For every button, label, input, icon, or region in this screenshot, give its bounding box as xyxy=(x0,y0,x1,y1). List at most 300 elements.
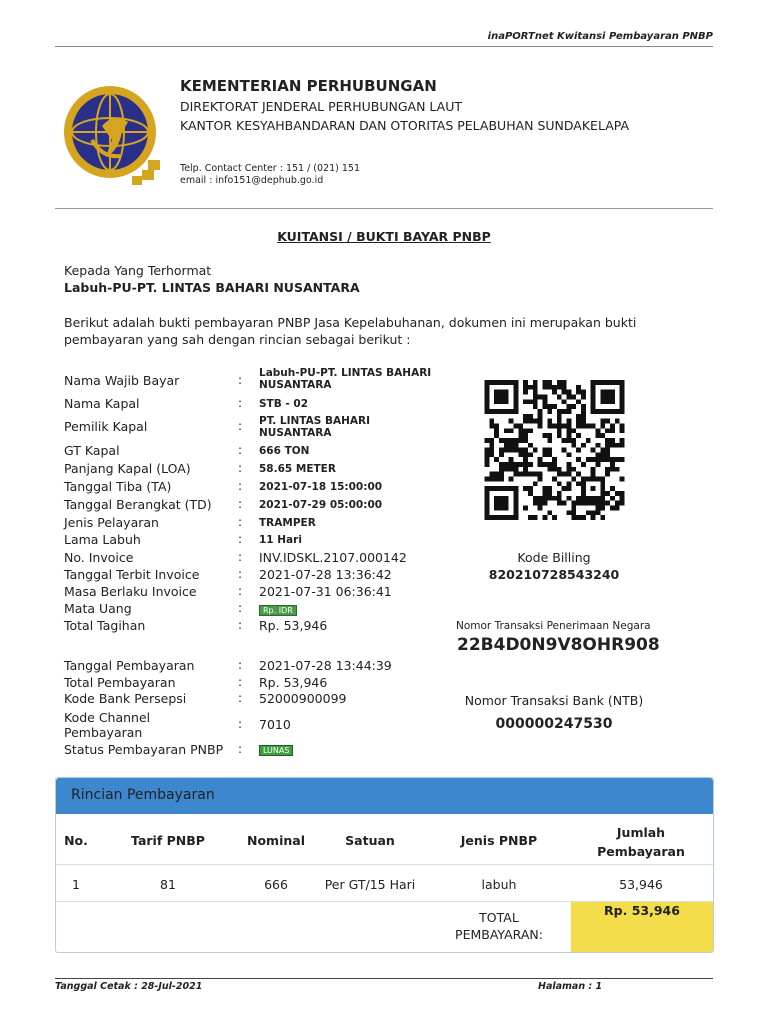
qr-module xyxy=(533,496,538,501)
qr-module xyxy=(494,472,499,477)
qr-module xyxy=(504,443,509,448)
qr-module xyxy=(494,477,499,482)
footer-divider xyxy=(55,978,713,979)
qr-module xyxy=(581,477,586,482)
qr-module xyxy=(591,409,596,414)
qr-module xyxy=(547,385,552,390)
qr-module xyxy=(513,385,518,390)
field-label-total-pembayaran: Total Pembayaran xyxy=(64,675,176,690)
qr-module xyxy=(499,472,504,477)
qr-module xyxy=(567,409,572,414)
qr-module xyxy=(581,419,586,424)
qr-module xyxy=(562,380,567,385)
field-colon: : xyxy=(238,497,243,511)
field-label-tanggal-terbit: Tanggal Terbit Invoice xyxy=(64,567,200,582)
qr-module xyxy=(576,399,581,404)
qr-module xyxy=(591,380,596,385)
qr-module xyxy=(509,409,514,414)
qr-module xyxy=(538,472,543,477)
qr-module xyxy=(494,394,499,399)
field-value-jenis-pelayaran: TRAMPER xyxy=(259,517,316,529)
qr-module xyxy=(494,506,499,511)
qr-module xyxy=(547,380,552,385)
qr-module xyxy=(552,390,557,395)
qr-module xyxy=(586,510,591,515)
qr-module xyxy=(489,486,494,491)
qr-module xyxy=(605,457,610,462)
qr-code xyxy=(482,380,627,520)
qr-module xyxy=(499,486,504,491)
qr-module xyxy=(567,472,572,477)
qr-module xyxy=(513,448,518,453)
qr-module xyxy=(615,506,620,511)
field-value-masa-berlaku: 2021-07-31 06:36:41 xyxy=(259,584,392,599)
field-value-panjang-kapal: 58.65 METER xyxy=(259,463,336,475)
document-title: KUITANSI / BUKTI BAYAR PNBP xyxy=(277,229,491,244)
col-header-jenis: Jenis PNBP xyxy=(460,833,538,848)
header-divider xyxy=(55,46,713,47)
qr-module xyxy=(620,423,625,428)
qr-module xyxy=(547,404,552,409)
qr-module xyxy=(513,380,518,385)
office-name: KANTOR KESYAHBANDARAN DAN OTORITAS PELABUHAN SUNDAKELAPA xyxy=(180,118,630,133)
qr-module xyxy=(513,409,518,414)
field-value-tanggal-berangkat: 2021-07-29 05:00:00 xyxy=(259,499,383,511)
qr-module xyxy=(552,385,557,390)
qr-module xyxy=(552,404,557,409)
contact-info xyxy=(180,163,360,187)
qr-module xyxy=(489,448,494,453)
qr-module xyxy=(485,390,490,395)
qr-module xyxy=(605,452,610,457)
qr-module xyxy=(538,506,543,511)
qr-module xyxy=(542,452,547,457)
qr-module xyxy=(552,515,557,520)
qr-module xyxy=(489,380,494,385)
qr-module xyxy=(494,399,499,404)
rincian-panel-header xyxy=(56,778,713,814)
qr-module xyxy=(567,438,572,443)
qr-module xyxy=(547,409,552,414)
qr-module xyxy=(504,394,509,399)
qr-module xyxy=(600,433,605,438)
field-colon: : xyxy=(238,373,243,387)
field-colon: : xyxy=(238,550,243,564)
qr-module xyxy=(552,467,557,472)
qr-module xyxy=(542,515,547,520)
qr-module xyxy=(504,501,509,506)
qr-module xyxy=(620,477,625,482)
qr-module xyxy=(523,399,528,404)
qr-module xyxy=(528,443,533,448)
qr-module xyxy=(523,452,528,457)
qr-module xyxy=(489,477,494,482)
qr-module xyxy=(596,496,601,501)
field-label-tanggal-tiba: Tanggal Tiba (TA) xyxy=(64,479,172,494)
qr-module xyxy=(518,448,523,453)
qr-module xyxy=(557,491,562,496)
qr-module xyxy=(576,457,581,462)
qr-module xyxy=(489,443,494,448)
qr-module xyxy=(485,491,490,496)
contact-email: email : info151@dephub.go.id xyxy=(180,175,324,186)
qr-module xyxy=(557,472,562,477)
qr-module xyxy=(610,457,615,462)
qr-module xyxy=(494,457,499,462)
qr-module xyxy=(581,515,586,520)
qr-module xyxy=(504,506,509,511)
ministry-name: KEMENTERIAN PERHUBUNGAN xyxy=(180,77,437,95)
qr-module xyxy=(571,443,576,448)
qr-module xyxy=(605,472,610,477)
qr-module xyxy=(600,486,605,491)
qr-module xyxy=(581,481,586,486)
qr-module xyxy=(552,477,557,482)
qr-module xyxy=(581,409,586,414)
qr-module xyxy=(504,399,509,404)
qr-module xyxy=(489,452,494,457)
qr-module xyxy=(542,448,547,453)
qr-module xyxy=(605,501,610,506)
qr-module xyxy=(528,462,533,467)
qr-module xyxy=(509,515,514,520)
qr-module xyxy=(489,423,494,428)
qr-module xyxy=(523,433,528,438)
qr-module xyxy=(547,496,552,501)
contact-phone: Telp. Contact Center : 151 / (021) 151 xyxy=(180,163,361,174)
qr-module xyxy=(591,390,596,395)
qr-module xyxy=(562,399,567,404)
qr-module xyxy=(600,448,605,453)
qr-module xyxy=(605,467,610,472)
qr-module xyxy=(552,462,557,467)
qr-module xyxy=(596,462,601,467)
col-header-no: No. xyxy=(64,833,88,848)
qr-module xyxy=(581,491,586,496)
qr-module xyxy=(518,452,523,457)
qr-module xyxy=(596,409,601,414)
qr-module xyxy=(620,443,625,448)
qr-module xyxy=(547,423,552,428)
qr-module xyxy=(600,496,605,501)
qr-module xyxy=(605,428,610,433)
qr-module xyxy=(489,438,494,443)
qr-module xyxy=(485,399,490,404)
qr-module xyxy=(509,467,514,472)
qr-module xyxy=(499,452,504,457)
qr-module xyxy=(620,409,625,414)
qr-module xyxy=(485,506,490,511)
rincian-panel xyxy=(55,777,714,953)
qr-module xyxy=(533,515,538,520)
qr-module xyxy=(591,399,596,404)
qr-module xyxy=(615,409,620,414)
field-label-nama-kapal: Nama Kapal xyxy=(64,396,140,411)
qr-module xyxy=(513,394,518,399)
qr-module xyxy=(489,419,494,424)
field-label-total-tagihan: Total Tagihan xyxy=(64,618,146,633)
qr-module xyxy=(605,448,610,453)
qr-module xyxy=(499,448,504,453)
qr-module xyxy=(605,419,610,424)
qr-module xyxy=(542,433,547,438)
qr-module xyxy=(600,457,605,462)
qr-module xyxy=(591,394,596,399)
qr-module xyxy=(485,501,490,506)
qr-module xyxy=(523,385,528,390)
qr-module xyxy=(547,448,552,453)
qr-module xyxy=(485,486,490,491)
qr-module xyxy=(485,462,490,467)
qr-module xyxy=(562,438,567,443)
qr-module xyxy=(571,501,576,506)
qr-module xyxy=(494,501,499,506)
qr-module xyxy=(567,452,572,457)
qr-module xyxy=(542,385,547,390)
qr-module xyxy=(547,510,552,515)
field-value-lama-labuh: 11 Hari xyxy=(259,534,302,546)
qr-module xyxy=(600,501,605,506)
qr-module xyxy=(542,491,547,496)
cell-jenis: labuh xyxy=(481,877,517,892)
recipient-name: Labuh-PU-PT. LINTAS BAHARI NUSANTARA xyxy=(64,280,360,295)
qr-module xyxy=(538,501,543,506)
qr-module xyxy=(523,380,528,385)
qr-module xyxy=(499,380,504,385)
qr-module xyxy=(615,501,620,506)
qr-module xyxy=(610,428,615,433)
qr-module xyxy=(620,404,625,409)
qr-module xyxy=(620,385,625,390)
qr-module xyxy=(509,380,514,385)
status-badge: LUNAS xyxy=(259,745,293,756)
qr-module xyxy=(576,501,581,506)
qr-module xyxy=(542,399,547,404)
qr-module xyxy=(600,515,605,520)
qr-module xyxy=(620,496,625,501)
qr-module xyxy=(610,462,615,467)
qr-module xyxy=(485,477,490,482)
qr-module xyxy=(494,428,499,433)
field-label-nama-wajib-bayar: Nama Wajib Bayar xyxy=(64,373,180,388)
qr-module xyxy=(600,491,605,496)
qr-module xyxy=(523,428,528,433)
qr-module xyxy=(547,452,552,457)
qr-module xyxy=(494,390,499,395)
qr-module xyxy=(542,394,547,399)
qr-module xyxy=(513,491,518,496)
qr-module xyxy=(562,486,567,491)
document-header-title: inaPORTnet Kwitansi Pembayaran PNBP xyxy=(487,31,713,42)
intro-paragraph: Berikut adalah bukti pembayaran PNBP Jasa Kepelabuhanan, dokumen ini merupakan bukti pembayaran yang sah dengan rincian sebagai berikut : xyxy=(64,315,637,347)
qr-module xyxy=(518,423,523,428)
qr-module xyxy=(547,467,552,472)
qr-module xyxy=(600,394,605,399)
qr-module xyxy=(581,501,586,506)
qr-module xyxy=(528,486,533,491)
qr-module xyxy=(533,419,538,424)
ntpn-value: 22B4D0N9V8OHR908 xyxy=(457,635,660,655)
field-value-total-pembayaran: Rp. 53,946 xyxy=(259,675,328,690)
qr-module xyxy=(610,423,615,428)
qr-module xyxy=(485,496,490,501)
qr-module xyxy=(528,414,533,419)
qr-module xyxy=(600,409,605,414)
qr-module xyxy=(610,496,615,501)
qr-module xyxy=(610,467,615,472)
qr-module xyxy=(542,496,547,501)
qr-module xyxy=(600,399,605,404)
field-colon: : xyxy=(238,742,243,756)
qr-module xyxy=(538,394,543,399)
field-colon: : xyxy=(238,515,243,529)
qr-module xyxy=(509,486,514,491)
qr-module xyxy=(513,462,518,467)
col-header-nominal: Nominal xyxy=(247,833,305,848)
qr-module xyxy=(485,380,490,385)
qr-module xyxy=(557,481,562,486)
qr-module xyxy=(485,515,490,520)
qr-module xyxy=(620,491,625,496)
qr-module xyxy=(547,438,552,443)
qr-module xyxy=(615,491,620,496)
qr-module xyxy=(605,380,610,385)
qr-module xyxy=(518,462,523,467)
field-value-mata-uang-wrap xyxy=(259,601,297,616)
qr-module xyxy=(610,506,615,511)
qr-module xyxy=(485,394,490,399)
qr-module xyxy=(567,481,572,486)
qr-module xyxy=(528,491,533,496)
qr-module xyxy=(605,399,610,404)
qr-module xyxy=(581,486,586,491)
kode-billing-label: Kode Billing xyxy=(517,550,591,565)
qr-module xyxy=(509,448,514,453)
field-colon: : xyxy=(238,601,243,615)
qr-module xyxy=(567,423,572,428)
qr-module xyxy=(591,457,596,462)
qr-module xyxy=(552,496,557,501)
qr-module xyxy=(518,433,523,438)
qr-module xyxy=(509,419,514,424)
qr-module xyxy=(504,380,509,385)
qr-module xyxy=(523,438,528,443)
ntb-label: Nomor Transaksi Bank (NTB) xyxy=(464,693,644,708)
qr-module xyxy=(523,448,528,453)
qr-module xyxy=(591,467,596,472)
field-value-kode-channel: 7010 xyxy=(259,717,291,732)
qr-module xyxy=(518,438,523,443)
qr-module xyxy=(591,486,596,491)
qr-module xyxy=(581,423,586,428)
qr-module xyxy=(523,506,528,511)
qr-module xyxy=(533,385,538,390)
cell-tarif: 81 xyxy=(160,877,176,892)
print-date: Tanggal Cetak : 28-Jul-2021 xyxy=(55,981,203,992)
field-colon: : xyxy=(238,675,243,689)
qr-module xyxy=(571,515,576,520)
qr-module xyxy=(523,390,528,395)
qr-module xyxy=(576,433,581,438)
field-label-gt-kapal: GT Kapal xyxy=(64,443,120,458)
qr-module xyxy=(533,394,538,399)
cell-jumlah: 53,946 xyxy=(619,877,663,892)
field-colon: : xyxy=(238,479,243,493)
qr-module xyxy=(557,409,562,414)
qr-module xyxy=(542,486,547,491)
qr-module xyxy=(494,496,499,501)
qr-module xyxy=(513,423,518,428)
qr-module xyxy=(513,390,518,395)
field-colon: : xyxy=(238,618,243,632)
field-label-tanggal-pembayaran: Tanggal Pembayaran xyxy=(64,658,195,673)
qr-module xyxy=(538,419,543,424)
qr-module xyxy=(596,380,601,385)
qr-module xyxy=(542,462,547,467)
col-header-jumlah: Jumlah Pembayaran xyxy=(597,825,685,859)
qr-module xyxy=(620,457,625,462)
field-colon: : xyxy=(238,532,243,546)
col-header-tarif: Tarif PNBP xyxy=(131,833,205,848)
field-label-mata-uang: Mata Uang xyxy=(64,601,132,616)
qr-module xyxy=(610,443,615,448)
qr-module xyxy=(557,414,562,419)
qr-module xyxy=(591,385,596,390)
qr-module xyxy=(620,380,625,385)
qr-module xyxy=(557,385,562,390)
qr-module xyxy=(557,467,562,472)
field-value-tanggal-pembayaran: 2021-07-28 13:44:39 xyxy=(259,658,392,673)
qr-module xyxy=(499,477,504,482)
qr-module xyxy=(533,404,538,409)
qr-module xyxy=(581,394,586,399)
qr-module xyxy=(504,409,509,414)
qr-module xyxy=(547,433,552,438)
qr-module xyxy=(610,394,615,399)
currency-badge: Rp. IDR xyxy=(259,605,297,616)
qr-module xyxy=(513,438,518,443)
qr-module xyxy=(499,496,504,501)
qr-module xyxy=(571,438,576,443)
qr-module xyxy=(620,438,625,443)
qr-module xyxy=(485,409,490,414)
qr-module xyxy=(620,501,625,506)
field-colon: : xyxy=(238,717,243,731)
qr-module xyxy=(567,467,572,472)
qr-module xyxy=(513,515,518,520)
field-colon: : xyxy=(238,419,243,433)
qr-module xyxy=(509,438,514,443)
qr-module xyxy=(562,472,567,477)
field-colon: : xyxy=(238,567,243,581)
qr-module xyxy=(586,457,591,462)
qr-module xyxy=(567,394,572,399)
qr-module xyxy=(605,390,610,395)
qr-module xyxy=(542,380,547,385)
qr-module xyxy=(542,501,547,506)
qr-module xyxy=(528,399,533,404)
field-value-kode-bank: 52000900099 xyxy=(259,691,347,706)
qr-module xyxy=(494,486,499,491)
qr-module xyxy=(557,423,562,428)
field-label-status-pembayaran: Status Pembayaran PNBP xyxy=(64,742,224,757)
qr-module xyxy=(509,428,514,433)
qr-module xyxy=(499,394,504,399)
qr-module xyxy=(533,501,538,506)
qr-module xyxy=(504,390,509,395)
field-colon: : xyxy=(238,443,243,457)
qr-module xyxy=(567,496,572,501)
